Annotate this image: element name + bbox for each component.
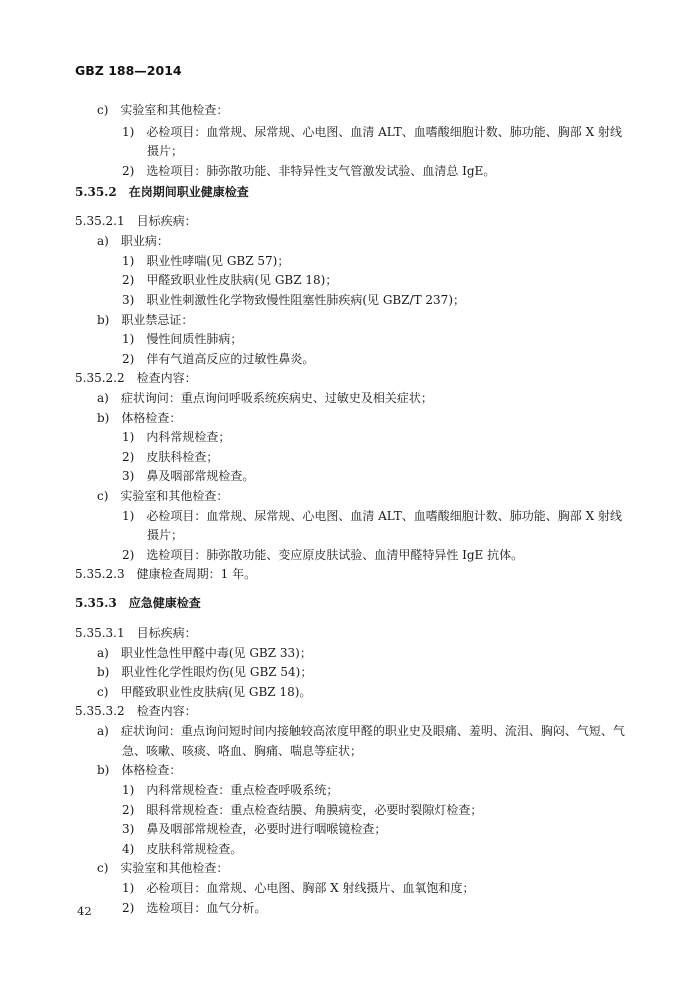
text-line: 1) 必检项目：血常规、尿常规、心电图、血清 ALT、血嗜酸细胞计数、肺功能、胸部 X 射线: [122, 509, 622, 523]
text-line: c) 实验室和其他检查：: [97, 861, 229, 875]
text-line: 急、咳嗽、咳痰、咯血、胸痛、喘息等症状；: [122, 744, 363, 758]
text-line: b) 体格检查：: [97, 763, 182, 777]
text-line: c) 甲醛致职业性皮肤病(见 GBZ 18)。: [97, 685, 312, 699]
text-line: a) 职业性急性甲醛中毒(见 GBZ 33)；: [97, 646, 312, 660]
text-line: 1) 职业性哮喘(见 GBZ 57)；: [122, 254, 290, 268]
text-line: b) 职业禁忌证：: [97, 313, 194, 327]
text-line: b) 体格检查：: [97, 411, 182, 425]
text-line: 3) 职业性刺激性化学物致慢性阻塞性肺疾病(见 GBZ/T 237)；: [122, 293, 466, 307]
text-line: a) 职业病：: [97, 234, 169, 248]
text-line: 5.35.2.3 健康检查周期：1 年。: [75, 567, 257, 581]
text-line: c) 实验室和其他检查：: [97, 103, 229, 117]
text-line: 2) 眼科常规检查：重点检查结膜、角膜病变，必要时裂隙灯检查；: [122, 803, 483, 817]
section-heading: 5.35.3 应急健康检查: [75, 596, 201, 610]
text-line: a) 症状询问：重点询问短时间内接触较高浓度甲醛的职业史及眼痛、羞明、流泪、胸闷、气短、气: [97, 724, 625, 738]
section-heading: 5.35.2 在岗期间职业健康检查: [75, 185, 249, 199]
text-line: 2) 选检项目：肺弥散功能、非特异性支气管激发试验、血清总 IgE。: [122, 164, 496, 178]
text-line: 5.35.3.1 目标疾病：: [75, 626, 197, 640]
text-line: 1) 慢性间质性肺病；: [122, 332, 243, 346]
text-line: 2) 甲醛致职业性皮肤病(见 GBZ 18)；: [122, 273, 338, 287]
text-line: 1) 内科常规检查；: [122, 430, 231, 444]
text-line: 摄片；: [147, 144, 184, 158]
text-line: 2) 皮肤科检查；: [122, 450, 219, 464]
text-line: 5.35.2.2 检查内容：: [75, 371, 197, 385]
text-line: 2) 选检项目：血气分析。: [122, 901, 267, 915]
text-line: 5.35.3.2 检查内容：: [75, 704, 197, 718]
text-line: 4) 皮肤科常规检查。: [122, 842, 243, 856]
text-line: 3) 鼻及咽部常规检查。: [122, 469, 255, 483]
text-line: b) 职业性化学性眼灼伤(见 GBZ 54)；: [97, 665, 313, 679]
text-line: 摄片；: [147, 528, 184, 542]
text-line: 3) 鼻及咽部常规检查，必要时进行咽喉镜检查；: [122, 822, 387, 836]
text-line: 2) 伴有气道高反应的过敏性鼻炎。: [122, 352, 315, 366]
text-line: a) 症状询问：重点询问呼吸系统疾病史、过敏史及相关症状；: [97, 391, 433, 405]
text-line: 5.35.2.1 目标疾病：: [75, 214, 197, 228]
text-line: 2) 选检项目：肺弥散功能、变应原皮肤试验、血清甲醛特异性 IgE 抗体。: [122, 548, 524, 562]
page-header: GBZ 188—2014: [75, 63, 182, 78]
text-line: 1) 必检项目：血常规、尿常规、心电图、血清 ALT、血嗜酸细胞计数、肺功能、胸部 X 射线: [122, 125, 622, 139]
page-number: 42: [77, 904, 92, 918]
text-line: 1) 内科常规检查：重点检查呼吸系统；: [122, 783, 339, 797]
text-line: 1) 必检项目：血常规、心电图、胸部 X 射线摄片、血氧饱和度；: [122, 881, 475, 895]
text-line: c) 实验室和其他检查：: [97, 489, 229, 503]
